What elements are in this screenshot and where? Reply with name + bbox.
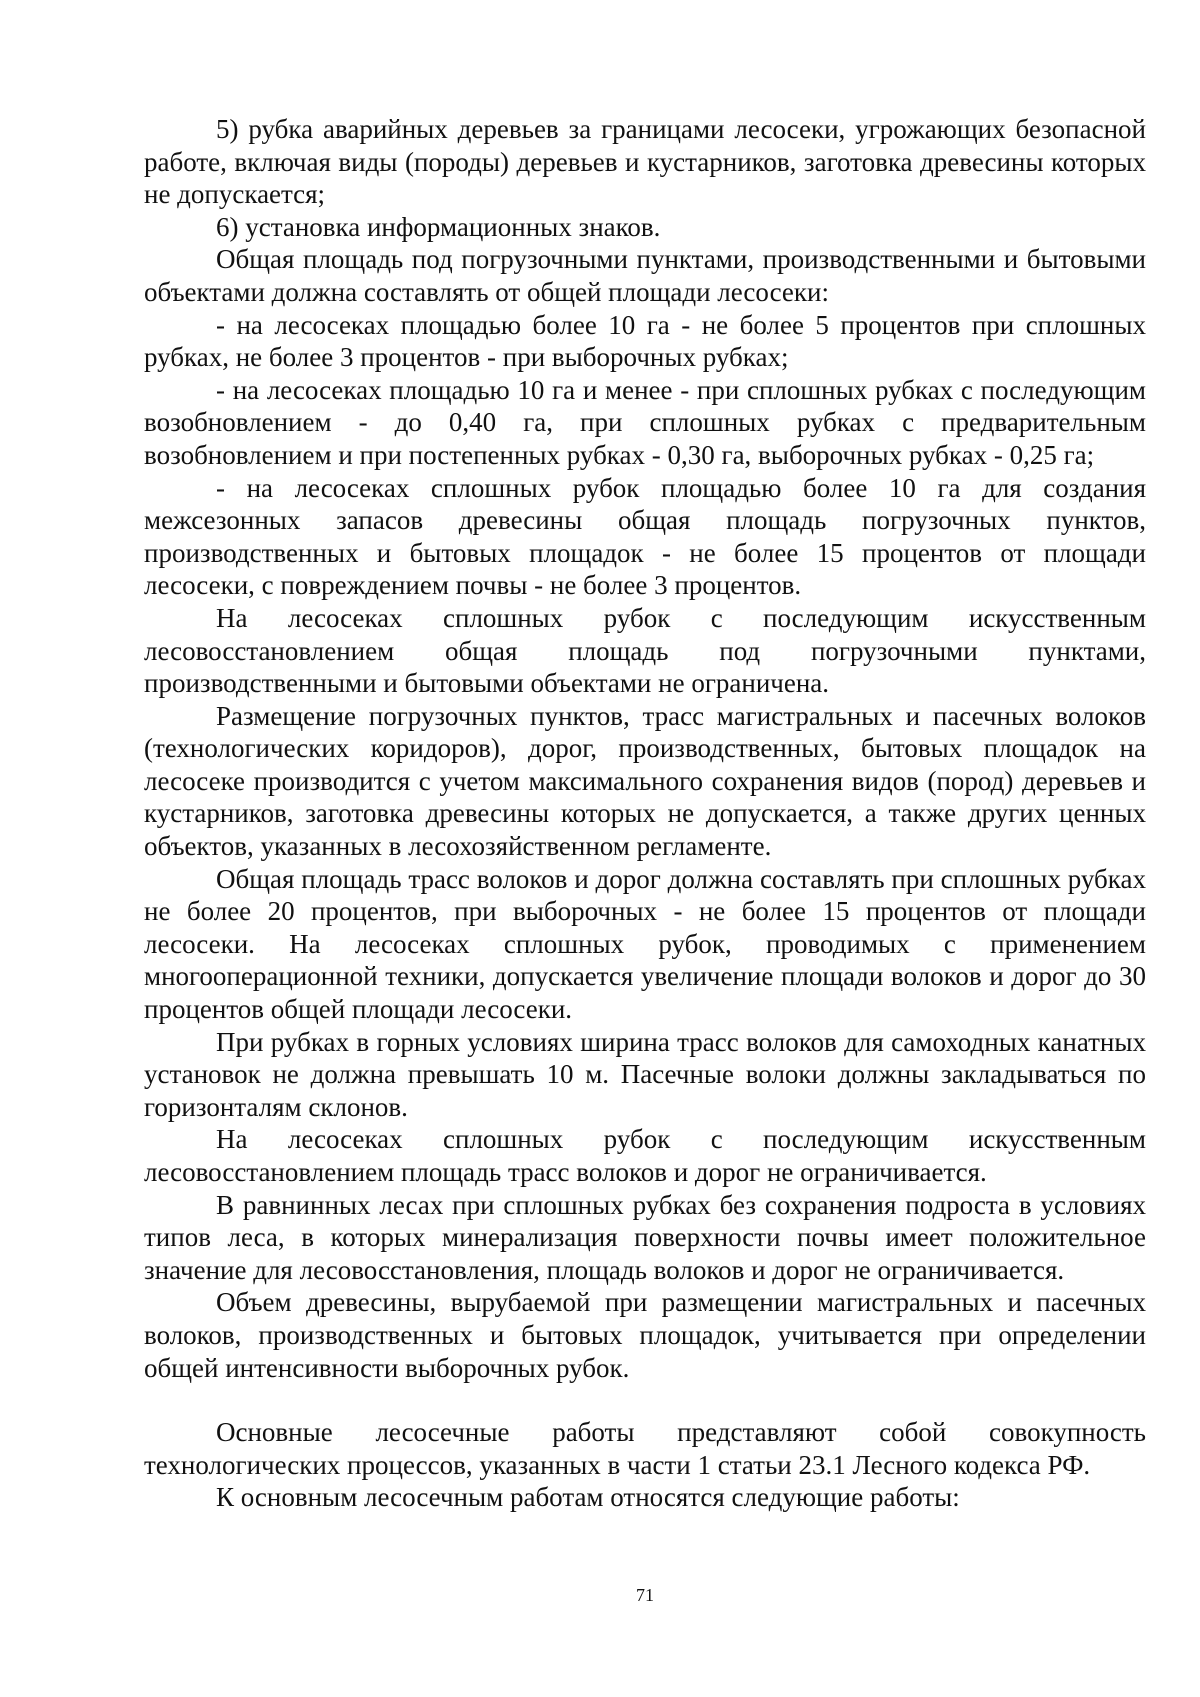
paragraph: - на лесосеках площадью более 10 га - не более 5 процентов при сплошных рубках, не более 3 процентов - при выборочных рубках; xyxy=(144,309,1146,373)
paragraph: - на лесосеках сплошных рубок площадью более 10 га для создания межсезонных запасов древесины общая площадь погрузочных пунктов, производственных и бытовых площадок - не более 15 процентов от площади лесосеки, с повреждением почвы - не более 3 процентов. xyxy=(144,472,1146,601)
paragraph: Общая площадь трасс волоков и дорог должна составлять при сплошных рубках не более 20 процентов, при выборочных - не более 15 процентов от площади лесосеки. На лесосеках сплошных рубок, проводимых с применением многооперационной техники, допускается увеличение площади волоков и дорог до 30 процентов общей площади лесосеки. xyxy=(144,863,1146,1025)
paragraph: При рубках в горных условиях ширина трасс волоков для самоходных канатных установок не должна превышать 10 м. Пасечные волоки должны закладываться по горизонталям склонов. xyxy=(144,1026,1146,1122)
paragraph: - на лесосеках площадью 10 га и менее - при сплошных рубках с последующим возобновлением - до 0,40 га, при сплошных рубках с предварительным возобновлением и при постепенных рубках - 0,30 га, выборочных рубках - 0,25 га; xyxy=(144,374,1146,470)
page-number: 71 xyxy=(636,1585,654,1605)
paragraph: На лесосеках сплошных рубок с последующим искусственным лесовосстановлением площадь трасс волоков и дорог не ограничивается. xyxy=(144,1124,1146,1187)
document-body xyxy=(144,113,1146,1514)
paragraph: К основным лесосечным работам относятся следующие работы: xyxy=(216,1482,960,1513)
paragraph: Размещение погрузочных пунктов, трасс магистральных и пасечных волоков (технологических коридоров), дорог, производственных, бытовых площадок на лесосеке производится с учетом максимального сохранения видов (пород) деревьев и кустарников, заготовка древесины которых не допускается, а также других ценных объектов, указанных в лесохозяйственном регламенте. xyxy=(144,700,1146,862)
paragraph: Основные лесосечные работы представляют собой совокупность технологических процессов, указанных в части 1 статьи 23.1 Лесного кодекса РФ. xyxy=(144,1417,1146,1480)
paragraph: На лесосеках сплошных рубок с последующим искусственным лесовосстановлением общая площадь под погрузочными пунктами, производственными и бытовыми объектами не ограничена. xyxy=(144,602,1146,699)
paragraph: В равнинных лесах при сплошных рубках без сохранения подроста в условиях типов леса, в которых минерализация поверхности почвы имеет положительное значение для лесовосстановления, площадь волоков и дорог не ограничивается. xyxy=(144,1189,1146,1285)
paragraph: Объем древесины, вырубаемой при размещении магистральных и пасечных волоков, производственных и бытовых площадок, учитывается при определении общей интенсивности выборочных рубок. xyxy=(144,1287,1146,1383)
paragraph: 6) установка информационных знаков. xyxy=(216,211,661,242)
paragraph: 5) рубка аварийных деревьев за границами лесосеки, угрожающих безопасной работе, включая виды (породы) деревьев и кустарников, заготовка древесины которых не допускается; xyxy=(144,114,1146,210)
paragraph: Общая площадь под погрузочными пунктами, производственными и бытовыми объектами должна составлять от общей площади лесосеки: xyxy=(144,244,1146,307)
